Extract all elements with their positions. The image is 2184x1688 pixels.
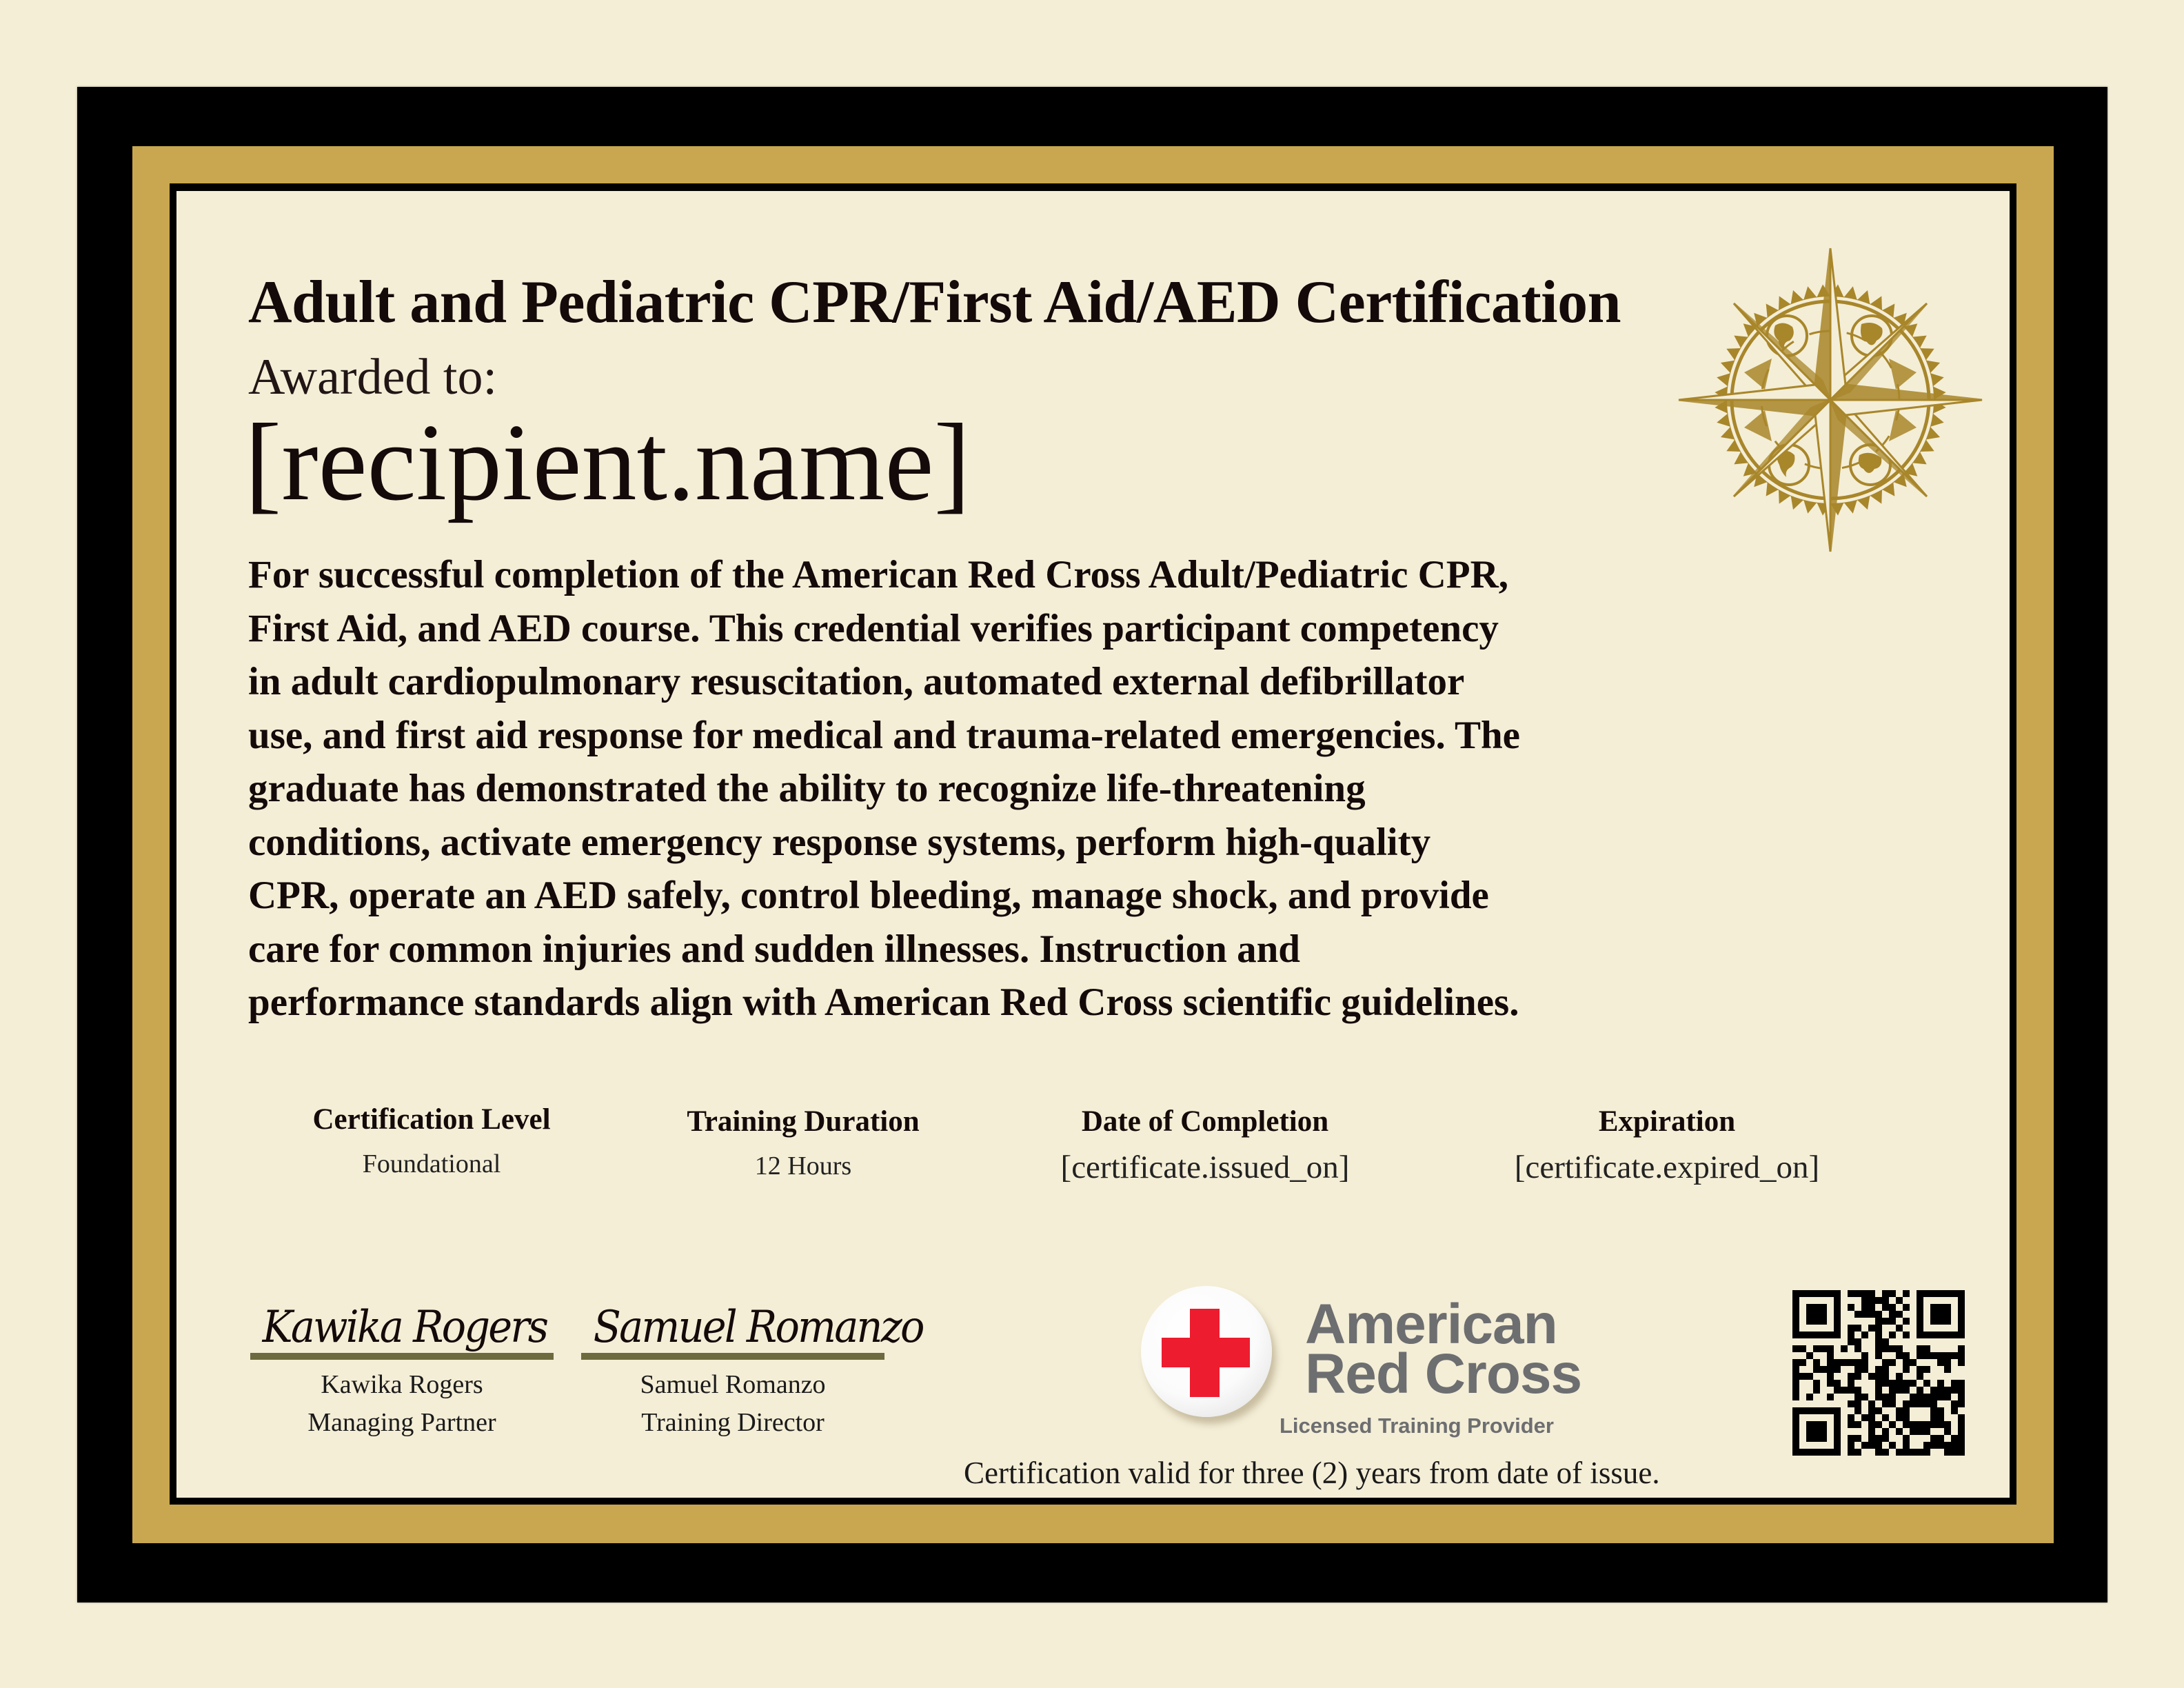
signatory-role: Training Director [641, 1408, 825, 1437]
signature-script: Kawika Rogers [262, 1302, 547, 1353]
description-line: use, and first aid response for medical and trauma-related emergencies. The [248, 713, 1520, 757]
detail-expiration [1460, 1107, 1874, 1184]
validity-note: Certification valid for three (2) years from date of issue. [964, 1456, 1660, 1490]
detail-value: [certificate.issued_on] [1060, 1149, 1350, 1185]
detail-label: Training Duration [687, 1105, 920, 1138]
logo-subtitle: Licensed Training Provider [1280, 1414, 1554, 1438]
description-line: conditions, activate emergency response systems, perform high-quality [248, 820, 1431, 864]
detail-certification-level [225, 1105, 638, 1177]
red-cross-icon [1162, 1338, 1250, 1367]
certificate-title: Adult and Pediatric CPR/First Aid/AED Certification [248, 269, 1621, 336]
description-line: CPR, operate an AED safely, control bleeding, manage shock, and provide [248, 874, 1489, 917]
description-line: graduate has demonstrated the ability to recognize life-threatening [248, 767, 1366, 810]
detail-label: Date of Completion [1081, 1105, 1329, 1138]
detail-training-duration [596, 1107, 1010, 1179]
description-line: First Aid, and AED course. This credential verifies participant competency [248, 606, 1499, 650]
signature-block-kawika [250, 1302, 554, 1444]
description-line: performance standards align with American Red Cross scientific guidelines. [248, 981, 1519, 1024]
compass-rose-seal-icon [1675, 245, 1985, 555]
signatory-role: Managing Partner [307, 1408, 496, 1437]
signatory-name: Kawika Rogers [321, 1370, 483, 1399]
signature-line [250, 1353, 554, 1360]
detail-value: [certificate.expired_on] [1514, 1149, 1820, 1185]
signature-line [581, 1353, 884, 1360]
detail-label: Expiration [1598, 1105, 1736, 1138]
description-line: For successful completion of the American Red Cross Adult/Pediatric CPR, [248, 553, 1509, 596]
detail-label: Certification Level [312, 1103, 551, 1136]
description-line: in adult cardiopulmonary resuscitation, automated external defibrillator [248, 660, 1465, 703]
qr-code-icon[interactable] [1792, 1290, 1965, 1463]
signature-block-samuel [581, 1302, 923, 1444]
signature-script: Samuel Romanzo [593, 1302, 923, 1353]
detail-value: Foundational [362, 1149, 501, 1178]
description-line: care for common injuries and sudden illnesses. Instruction and [248, 927, 1300, 971]
logo-line-american: American [1305, 1293, 1557, 1356]
certificate-description [248, 548, 1689, 1029]
recipient-name: [recipient.name] [245, 401, 971, 523]
detail-value: 12 Hours [754, 1152, 852, 1180]
signatory-name: Samuel Romanzo [640, 1370, 826, 1399]
detail-date-of-completion [998, 1107, 1412, 1184]
logo-line-red-cross: Red Cross [1305, 1343, 1582, 1405]
awarded-label: Awarded to: [248, 349, 498, 405]
